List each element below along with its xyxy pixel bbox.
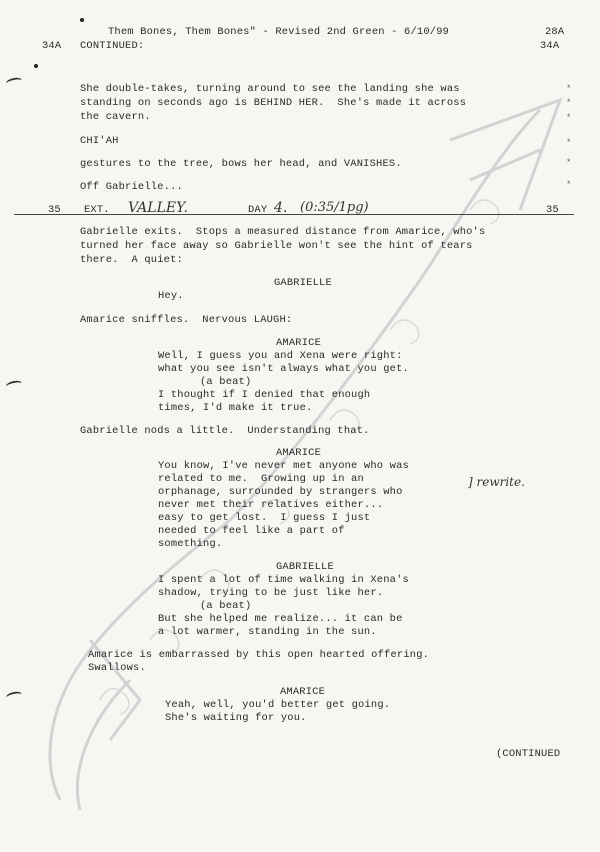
footer-continued: (CONTINUED [496,748,561,760]
revision-mark: * [566,180,572,190]
dialogue-line: Hey. [158,290,184,302]
scene-number-left: 35 [48,204,61,216]
parenthetical: (a beat) [200,600,252,612]
revision-mark: * [566,84,572,94]
scene-number-left: 34A [42,40,62,52]
dialogue-line: easy to get lost. I guess I just [158,512,371,524]
dialogue-line: orphanage, surrounded by strangers who [158,486,403,498]
handwritten-location: VALLEY. [128,200,188,216]
dialogue-line: something. [158,538,223,550]
action-line: gestures to the tree, bows her head, and VANISHES. [80,158,402,170]
character-name: AMARICE [280,686,326,698]
continued-label: CONTINUED: [80,40,145,52]
action-line: Amarice sniffles. Nervous LAUGH: [80,314,293,326]
revision-mark: * [566,138,572,148]
dialogue-line: times, I'd make it true. [158,402,313,414]
action-line: Gabrielle nods a little. Understanding that. [80,425,370,437]
revision-mark: * [566,158,572,168]
dialogue-line: I spent a lot of time walking in Xena's [158,574,409,586]
dialogue-line: You know, I've never met anyone who was [158,460,409,472]
handwritten-timing: (0:35/1pg) [300,200,369,215]
header-page-number: 28A [545,26,565,38]
character-name: GABRIELLE [274,277,332,289]
character-name: CHI'AH [80,135,119,147]
dialogue-line: Yeah, well, you'd better get going. [165,699,391,711]
action-line: She double-takes, turning around to see the landing she was [80,83,460,95]
header-title: Them Bones, Them Bones" - Revised 2nd Green - 6/10/99 [108,26,450,38]
action-line: turned her face away so Gabrielle won't see the hint of tears [80,240,473,252]
handwritten-day: 4. [274,200,288,216]
action-line: the cavern. [80,111,151,123]
dialogue-line: Well, I guess you and Xena were right: [158,350,403,362]
scene-heading-day: DAY [248,204,268,216]
action-line: Swallows. [88,662,146,674]
page-dot-mark [34,64,38,68]
action-line: there. A quiet: [80,254,183,266]
character-name: GABRIELLE [276,561,334,573]
scene-heading-ext: EXT. [84,204,110,216]
handwritten-margin-note: ] rewrite. [468,475,525,489]
revision-mark: * [566,98,572,108]
character-name: AMARICE [276,447,322,459]
character-name: AMARICE [276,337,322,349]
scene-number-right: 34A [540,40,560,52]
dialogue-line: what you see isn't always what you get. [158,363,409,375]
action-line: standing on seconds ago is BEHIND HER. She's made it across [80,97,467,109]
revision-mark: * [566,113,572,123]
dialogue-line: She's waiting for you. [165,712,307,724]
page-dot-mark [80,18,84,22]
dialogue-line: a lot warmer, standing in the sun. [158,626,377,638]
action-line: Off Gabrielle... [80,181,183,193]
parenthetical: (a beat) [200,376,252,388]
dialogue-line: related to me. Growing up in an [158,473,364,485]
dialogue-line: needed to feel like a part of [158,525,345,537]
action-line: Amarice is embarrassed by this open hearted offering. [88,649,430,661]
action-line: Gabrielle exits. Stops a measured distance from Amarice, who's [80,226,486,238]
scene-number-right: 35 [546,204,559,216]
dialogue-line: But she helped me realize... it can be [158,613,403,625]
dialogue-line: never met their relatives either... [158,499,384,511]
dialogue-line: I thought if I denied that enough [158,389,371,401]
dialogue-line: shadow, trying to be just like her. [158,587,384,599]
